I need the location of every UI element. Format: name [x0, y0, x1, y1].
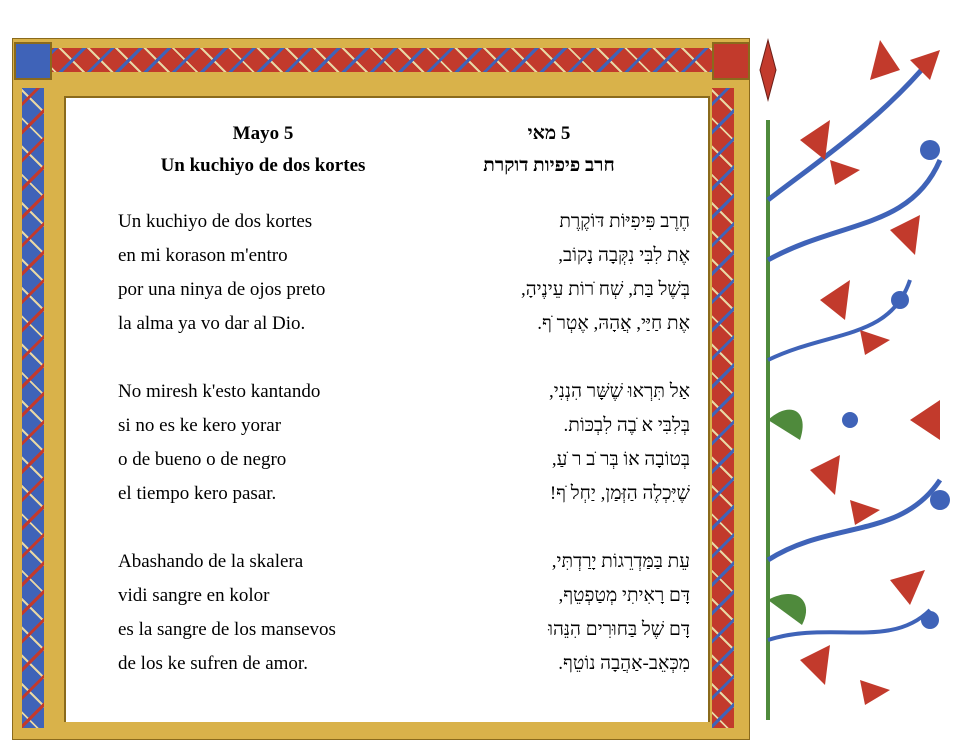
leaf-icon [768, 594, 806, 625]
hebrew-date-heading: 5 מאי [527, 123, 571, 144]
ladino-line: Abashando de la skalera [118, 551, 304, 572]
flower-icon [930, 490, 950, 510]
ladino-line: por una ninya de ojos preto [118, 279, 326, 300]
ladino-line: de los ke sufren de amor. [118, 653, 308, 674]
border-left-pattern [22, 88, 44, 728]
leaf-icon [870, 40, 940, 80]
vine-illumination [740, 0, 960, 720]
ladino-line: o de bueno o de negro [118, 449, 287, 470]
ladino-line: en mi korason m'entro [118, 245, 288, 266]
border-top-pattern [40, 48, 740, 72]
flower-icon [921, 611, 939, 629]
ladino-stanza-2 [118, 375, 418, 511]
hebrew-line: אֶת לִבִּי נִקְּבָה נָקוֹב, [558, 245, 690, 266]
ladino-column [118, 116, 418, 681]
hebrew-line: שֶׁיִּכְלֶה הַזְּמַן, יַחְל ֹף! [549, 483, 690, 504]
border-right-pattern [712, 88, 734, 728]
hebrew-line: מִכְּאֵב-אַהֲבָה נוֹטֵף. [558, 653, 690, 674]
hebrew-line: דָּם רָאִיתִי מְטַפְטֵף, [558, 585, 690, 606]
flower-icon [891, 291, 909, 309]
flower-icon [842, 412, 858, 428]
ladino-line: si no es ke kero yorar [118, 415, 282, 436]
border-corner-top-left [14, 42, 52, 80]
spear-tip-icon [760, 40, 776, 100]
hebrew-line: דָּם שֶׁל בַּחוּרִים הִנֵּהוּ [548, 619, 690, 640]
ladino-line: la alma ya vo dar al Dio. [118, 313, 306, 334]
flower-icon [920, 140, 940, 160]
ladino-line: No miresh k'esto kantando [118, 381, 321, 402]
leaf-icon [890, 570, 925, 605]
hebrew-stanza-2 [424, 375, 690, 511]
hebrew-line: אֶת חַיַּי, אֲהָהּ, אֶטְר ֹף. [537, 313, 690, 334]
leaf-icon [800, 645, 890, 705]
hebrew-line: בְּטוֹבָה אוֹ בְּר ֹב ר ֹעַ, [551, 449, 690, 470]
leaf-icon [890, 215, 920, 255]
ladino-line: Un kuchiyo de dos kortes [118, 211, 313, 232]
ladino-line: es la sangre de los mansevos [118, 619, 336, 640]
leaf-icon [768, 410, 803, 440]
hebrew-title-heading: חרב פיפיות דוקרת [483, 155, 615, 176]
hebrew-line: בְּלִבִּי א ֹבֶה לִבְכּוֹת. [563, 415, 690, 436]
vine-swirl [768, 60, 930, 200]
hebrew-column [424, 116, 690, 681]
ladino-date-heading: Mayo 5 [232, 123, 294, 144]
ladino-line: el tiempo kero pasar. [118, 483, 277, 504]
hebrew-line: חֶרֶב פִּיפִיּוֹת דּוֹקֶרֶת [559, 211, 690, 232]
hebrew-stanza-1 [424, 205, 690, 341]
ladino-line: vidi sangre en kolor [118, 585, 270, 606]
ladino-title-heading: Un kuchiyo de dos kortes [160, 155, 366, 176]
hebrew-line: אַל תִּרְאוּ שֶׁשָּׁר הִנְנִי, [549, 381, 690, 402]
ladino-stanza-1 [118, 205, 418, 341]
leaf-icon [910, 400, 940, 440]
hebrew-stanza-3 [424, 545, 690, 681]
ladino-stanza-3 [118, 545, 418, 681]
hebrew-line: עֵת בַּמַּדְרֵגוֹת יָרַדְתִּי, [551, 551, 690, 572]
leaf-icon [810, 455, 880, 525]
hebrew-line: בְּשֶׁל בַּת, שְׁח ֹרוֹת עֵינֶיהָ, [520, 279, 690, 300]
